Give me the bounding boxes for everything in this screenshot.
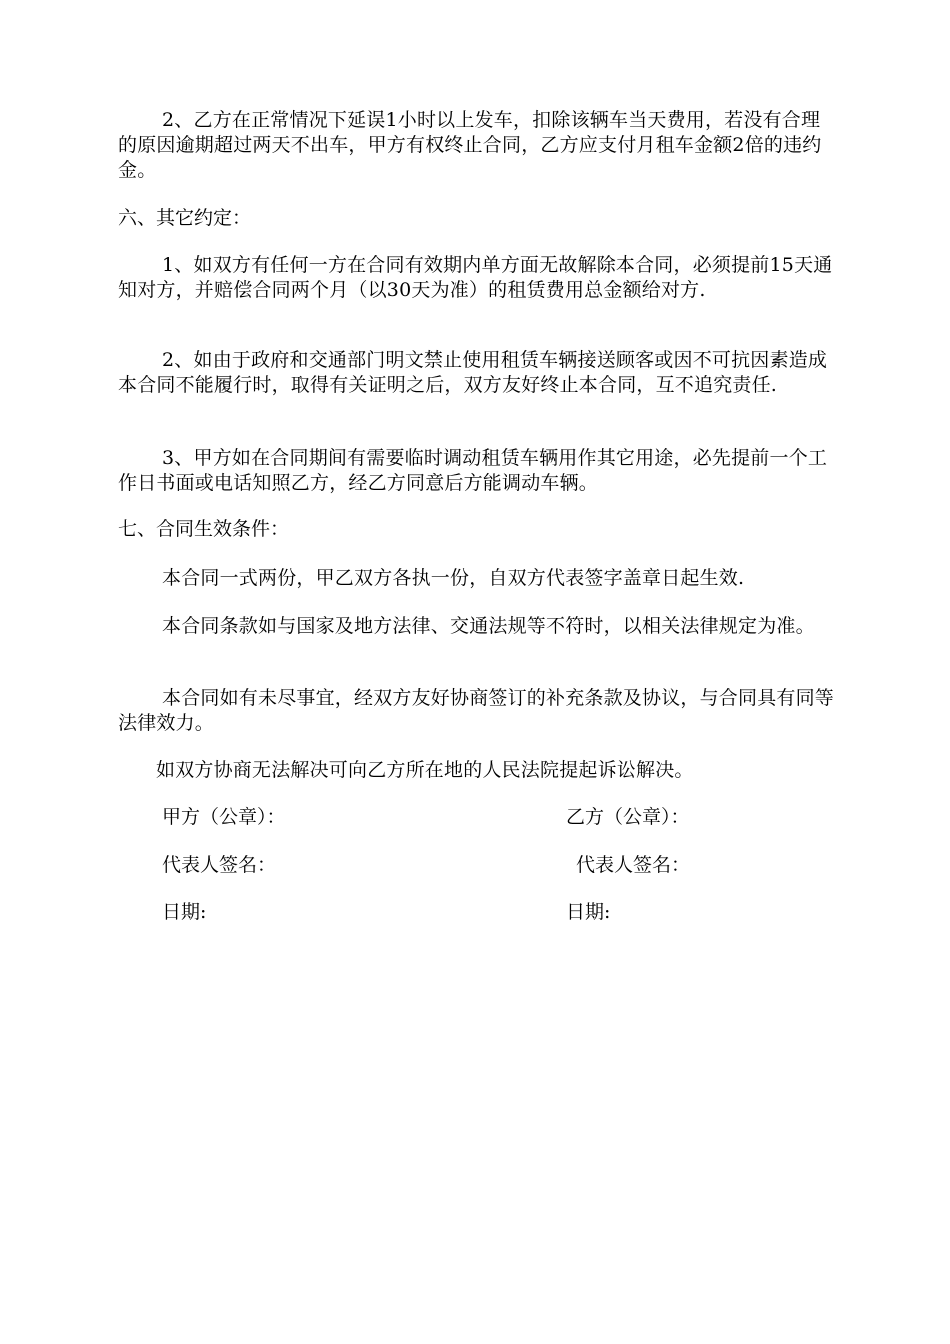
section-6-item-1: 1、如双方有任何一方在合同有效期内单方面无故解除本合同，必须提前15天通知对方，并赔偿合同两个月（以30天为准）的租赁费用总金额给对方. xyxy=(118,254,833,301)
section-6-item-3: 3、甲方如在合同期间有需要临时调动租赁车辆用作其它用途，必先提前一个工作日书面或电话知照乙方，经乙方同意后方能调动车辆。 xyxy=(118,447,828,494)
section-7-para-2: 本合同条款如与国家及地方法律、交通法规等不符时，以相关法律规定为准。 xyxy=(162,615,815,637)
party-a-rep-label: 代表人签名： xyxy=(162,854,277,876)
party-b-rep-label: 代表人签名： xyxy=(576,854,691,876)
section-6-heading: 六、其它约定： xyxy=(118,207,252,229)
section-7-para-3: 本合同如有未尽事宜，经双方友好协商签订的补充条款及协议，与合同具有同等法律效力。 xyxy=(118,687,835,734)
party-b-date-label: 日期: xyxy=(566,901,611,923)
section-7-para-4: 如双方协商无法解决可向乙方所在地的人民法院提起诉讼解决。 xyxy=(156,759,694,781)
clause-5-item-2: 2、乙方在正常情况下延误1小时以上发车，扣除该辆车当天费用，若没有合理的原因逾期超过两天不出车，甲方有权终止合同，乙方应支付月租车金额2倍的违约金。 xyxy=(118,109,822,181)
party-a-seal-label: 甲方（公章）： xyxy=(162,806,286,828)
section-7-para-1: 本合同一式两份，甲乙双方各执一份，自双方代表签字盖章日起生效. xyxy=(162,567,745,589)
party-a-date-label: 日期: xyxy=(162,901,207,923)
section-6-item-2: 2、如由于政府和交通部门明文禁止使用租赁车辆接送顾客或因不可抗因素造成本合同不能履行时，取得有关证明之后，双方友好终止本合同，互不追究责任. xyxy=(118,349,828,396)
section-7-heading: 七、合同生效条件： xyxy=(118,518,290,540)
party-b-seal-label: 乙方（公章）： xyxy=(566,806,690,828)
